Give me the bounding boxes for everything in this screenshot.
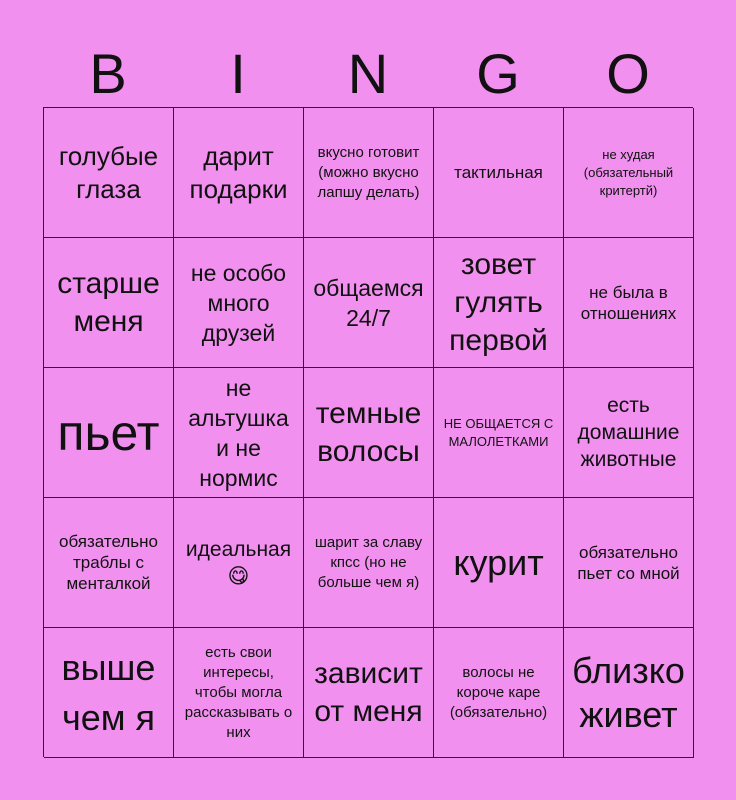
bingo-cell-text: выше чем я bbox=[61, 646, 156, 738]
bingo-cell-text: не особо много друзей bbox=[190, 259, 287, 346]
bingo-cell-r3-c1[interactable] bbox=[44, 368, 174, 498]
bingo-cell-text: зависит от меня bbox=[314, 656, 423, 728]
header-letter-n: N bbox=[347, 42, 389, 105]
bingo-cell-r1-c3[interactable] bbox=[304, 108, 434, 238]
bingo-cell-r3-c2[interactable] bbox=[174, 368, 304, 498]
bingo-cell-text: не альтушка и не нормис bbox=[188, 374, 289, 491]
bingo-cell-r3-c4[interactable] bbox=[434, 368, 564, 498]
bingo-cell-r1-c4[interactable] bbox=[434, 108, 564, 238]
bingo-cell-text: дарит подарки bbox=[189, 140, 288, 204]
bingo-cell-r5-c4[interactable] bbox=[434, 628, 564, 758]
bingo-cell-text: близко живет bbox=[572, 649, 685, 735]
bingo-cell-r2-c5[interactable] bbox=[564, 238, 694, 368]
bingo-cell-text: старше меня bbox=[57, 266, 160, 338]
bingo-cell-r1-c2[interactable] bbox=[174, 108, 304, 238]
bingo-cell-text: курит bbox=[453, 541, 544, 583]
bingo-cell-r5-c3[interactable] bbox=[304, 628, 434, 758]
bingo-cell-text: волосы не короче каре (обязательно) bbox=[449, 663, 548, 721]
bingo-cell-text: не была в отношениях bbox=[580, 282, 677, 323]
bingo-cell-text: пьет bbox=[57, 404, 160, 461]
bingo-cell-text: обязательно пьет со мной bbox=[577, 542, 680, 583]
bingo-cell-r2-c3[interactable] bbox=[304, 238, 434, 368]
bingo-cell-text: не худая (обязательный критертй) bbox=[583, 146, 674, 198]
bingo-header bbox=[43, 40, 693, 108]
bingo-cell-r2-c1[interactable] bbox=[44, 238, 174, 368]
bingo-cell-text: НЕ ОБЩАЕТСЯ С МАЛОЛЕТКАМИ bbox=[443, 415, 554, 449]
bingo-cell-r2-c2[interactable] bbox=[174, 238, 304, 368]
bingo-cell-text: шарит за славу кпсс (но не больше чем я) bbox=[314, 533, 423, 591]
header-letter-b: B bbox=[89, 42, 127, 105]
bingo-cell-text: обязательно траблы с менталкой bbox=[58, 532, 158, 593]
bingo-cell-r4-c5[interactable] bbox=[564, 498, 694, 628]
bingo-cell-r5-c2[interactable] bbox=[174, 628, 304, 758]
header-letter-o: O bbox=[606, 42, 650, 105]
bingo-cell-r4-c1[interactable] bbox=[44, 498, 174, 628]
bingo-grid bbox=[43, 107, 693, 757]
bingo-cell-text: есть свои интересы, чтобы могла рассказывать о них bbox=[184, 643, 293, 741]
bingo-cell-r2-c4[interactable] bbox=[434, 238, 564, 368]
header-letter-g: G bbox=[476, 42, 520, 105]
bingo-cell-text: вкусно готовит (можно вкусно лапшу делать) bbox=[317, 143, 420, 201]
bingo-cell-r4-c2[interactable] bbox=[174, 498, 304, 628]
bingo-cell-text: общаемся 24/7 bbox=[313, 274, 424, 331]
bingo-cell-text: темные волосы bbox=[315, 396, 422, 468]
bingo-cell-r4-c3[interactable] bbox=[304, 498, 434, 628]
bingo-cell-r4-c4[interactable] bbox=[434, 498, 564, 628]
bingo-cell-text: есть домашние животные bbox=[577, 394, 680, 471]
header-letter-i: I bbox=[230, 42, 246, 105]
bingo-cell-text: идеальная 😋 bbox=[185, 537, 292, 588]
bingo-cell-r3-c5[interactable] bbox=[564, 368, 694, 498]
bingo-cell-r5-c5[interactable] bbox=[564, 628, 694, 758]
bingo-cell-r5-c1[interactable] bbox=[44, 628, 174, 758]
bingo-cell-text: зовет гулять первой bbox=[449, 247, 548, 357]
bingo-cell-r3-c3[interactable] bbox=[304, 368, 434, 498]
bingo-cell-r1-c5[interactable] bbox=[564, 108, 694, 238]
bingo-cell-text: голубые глаза bbox=[58, 140, 159, 204]
bingo-cell-r1-c1[interactable] bbox=[44, 108, 174, 238]
bingo-cell-text: тактильная bbox=[454, 163, 543, 182]
